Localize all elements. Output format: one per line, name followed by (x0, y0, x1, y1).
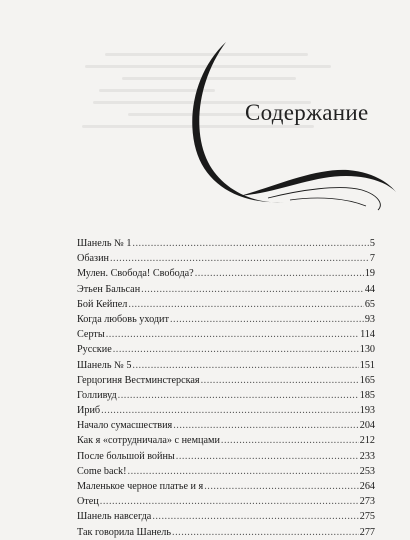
toc-entry-title: Обазин (77, 253, 109, 265)
toc-entry[interactable] (77, 388, 375, 403)
toc-entry-title: Шанель № 1 (77, 238, 132, 249)
toc-entry[interactable] (77, 479, 375, 494)
toc-entry[interactable] (77, 266, 375, 281)
toc-entry[interactable] (77, 494, 375, 509)
toc-entry-page: 253 (359, 465, 375, 477)
toc-entry-page: 212 (359, 435, 375, 447)
toc-entry[interactable] (77, 525, 375, 540)
toc-entry[interactable] (77, 403, 375, 418)
dot-leader (132, 358, 358, 373)
dot-leader (172, 525, 359, 540)
toc-entry-page: 273 (359, 496, 375, 508)
toc-entry[interactable] (77, 433, 375, 448)
toc-entry-title: Этьен Бальсан (77, 283, 141, 295)
toc-entry-page: 204 (359, 420, 375, 432)
toc-entry-title: Бой Кейпел (77, 298, 128, 310)
dot-leader (204, 479, 359, 494)
toc-entry-page: 5 (369, 238, 375, 249)
toc-entry-page: 233 (359, 450, 375, 462)
toc-entry-page: 264 (359, 481, 375, 492)
toc-entry-page: 93 (364, 313, 375, 325)
toc-entry-title: Шанель № 5 (77, 359, 132, 371)
toc-entry[interactable] (77, 358, 375, 373)
toc-entry-page: 275 (359, 511, 375, 523)
dot-leader (201, 373, 359, 388)
toc-entry-page: 185 (359, 389, 375, 401)
toc-entry-page: 7 (369, 253, 375, 265)
toc-entry-page: 165 (359, 374, 375, 386)
page-title: Содержание (245, 100, 369, 125)
dot-leader (141, 282, 364, 297)
toc-entry-page: 193 (359, 405, 375, 417)
toc-entry-title: Шанель навсегда (77, 511, 152, 523)
toc-entry-title: Маленькое черное платье и я (77, 481, 204, 492)
toc-entry-page: 277 (359, 526, 375, 538)
dot-leader (100, 494, 359, 509)
toc-entry-page: 65 (364, 298, 375, 310)
toc-entry[interactable] (77, 327, 375, 342)
toc-entry-title: Герцогиня Вестминстерская (77, 374, 200, 386)
dot-leader (152, 509, 358, 524)
toc-entry-title: Отец (77, 496, 99, 508)
toc-entry-page: 19 (364, 268, 375, 280)
dot-leader (106, 327, 359, 342)
toc-entry-title: Ириб (77, 405, 101, 417)
dot-leader (113, 342, 359, 357)
toc-entry[interactable] (77, 464, 375, 479)
dot-leader (176, 449, 359, 464)
dot-leader (118, 388, 359, 403)
toc-entry-title: Как я «сотрудничала» с немцами (77, 435, 220, 447)
toc-entry[interactable] (77, 236, 375, 251)
toc-entry-title: Come back! (77, 465, 127, 477)
toc-entry-title: Голливуд (77, 389, 117, 401)
toc-entry[interactable] (77, 509, 375, 524)
dot-leader (128, 297, 363, 312)
toc-entry-title: Начало сумасшествия (77, 420, 173, 432)
toc-entry[interactable] (77, 251, 375, 266)
toc-entry-page: 151 (359, 359, 375, 371)
dot-leader (173, 418, 358, 433)
toc-entry-page: 44 (364, 283, 375, 295)
dot-leader (195, 266, 364, 281)
toc-entry[interactable] (77, 373, 375, 388)
dot-leader (221, 433, 359, 448)
table-of-contents (77, 236, 375, 540)
toc-entry[interactable] (77, 342, 375, 357)
toc-entry[interactable] (77, 297, 375, 312)
dot-leader (128, 464, 359, 479)
toc-entry[interactable] (77, 449, 375, 464)
dot-leader (170, 312, 364, 327)
toc-entry[interactable] (77, 312, 375, 327)
dot-leader (110, 251, 369, 266)
toc-entry-title: Русские (77, 344, 112, 356)
toc-entry-title: Серты (77, 329, 105, 341)
toc-entry[interactable] (77, 282, 375, 297)
toc-entry-page: 114 (360, 329, 375, 341)
toc-entry-title: После большой войны (77, 450, 175, 462)
toc-entry-title: Когда любовь уходит (77, 313, 169, 325)
toc-entry-title: Мулен. Свобода! Свобода? (77, 268, 194, 280)
dot-leader (101, 403, 359, 418)
dot-leader (132, 236, 368, 251)
toc-entry[interactable] (77, 418, 375, 433)
toc-entry-title: Так говорила Шанель (77, 526, 172, 538)
toc-entry-page: 130 (359, 344, 375, 356)
